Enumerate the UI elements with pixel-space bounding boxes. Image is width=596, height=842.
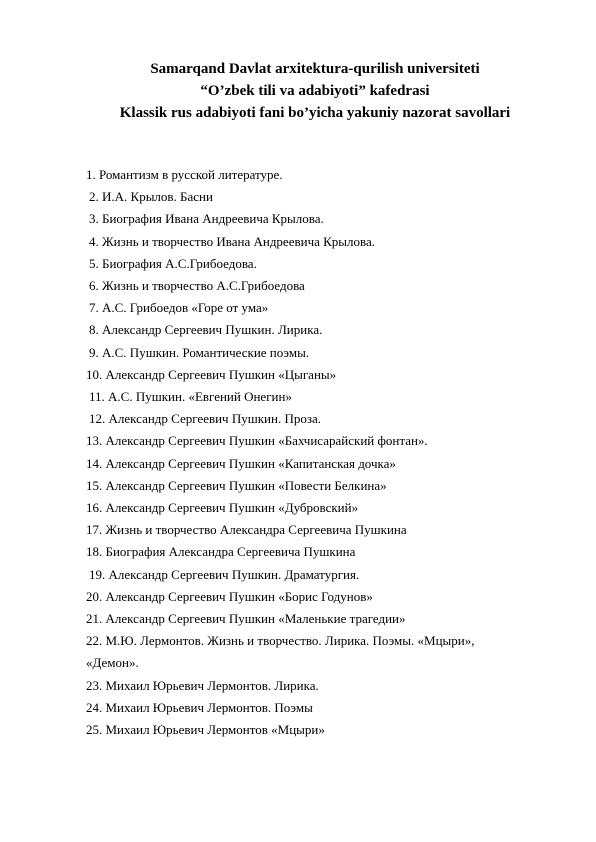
question-list — [86, 164, 536, 741]
question-item: 18. Биография Александра Сергеевича Пушкина — [86, 544, 356, 560]
question-item: 22. М.Ю. Лермонтов. Жизнь и творчество. Лирика. Поэмы. «Мцыри», «Демон». — [86, 633, 475, 671]
question-item: 15. Александр Сергеевич Пушкин «Повести Белкина» — [86, 477, 387, 493]
question-item: 3. Биография Ивана Андреевича Крылова. — [89, 211, 324, 227]
question-item: 25. Михаил Юрьевич Лермонтов «Мцыри» — [86, 722, 325, 738]
question-item: 20. Александр Сергеевич Пушкин «Борис Годунов» — [86, 588, 373, 604]
question-item: 5. Биография А.С.Грибоедова. — [89, 255, 257, 271]
question-item: 7. А.С. Грибоедов «Горе от ума» — [89, 300, 269, 316]
question-item: 14. Александр Сергеевич Пушкин «Капитанская дочка» — [86, 455, 396, 471]
question-item: 8. Александр Сергеевич Пушкин. Лирика. — [89, 322, 323, 338]
question-item: 9. А.С. Пушкин. Романтические поэмы. — [89, 344, 310, 360]
question-item: 23. Михаил Юрьевич Лермонтов. Лирика. — [86, 677, 319, 693]
question-item: 13. Александр Сергеевич Пушкин «Бахчисарайский фонтан». — [86, 433, 428, 449]
question-item: 4. Жизнь и творчество Ивана Андреевича Крылова. — [89, 233, 376, 249]
subject-title: Klassik rus adabiyoti fani bo’yicha yakuniy nazorat savollari — [119, 105, 511, 121]
question-item: 11. А.С. Пушкин. «Евгений Онегин» — [89, 389, 292, 405]
document-header — [0, 58, 596, 124]
question-item: 1. Романтизм в русской литературе. — [86, 167, 283, 182]
university-title: Samarqand Davlat arxitektura-qurilish universiteti — [150, 61, 480, 77]
question-item: 12. Александр Сергеевич Пушкин. Проза. — [89, 411, 322, 427]
department-title: “O’zbek tili va adabiyoti” kafedrasi — [200, 83, 430, 99]
question-item: 6. Жизнь и творчество А.С.Грибоедова — [89, 278, 305, 294]
question-item: 10. Александр Сергеевич Пушкин «Цыганы» — [86, 366, 337, 382]
question-item: 19. Александр Сергеевич Пушкин. Драматургия. — [89, 566, 360, 582]
question-item: 17. Жизнь и творчество Александра Сергеевича Пушкина — [86, 522, 407, 538]
question-item: 2. И.А. Крылов. Басни — [89, 189, 213, 205]
question-item: 16. Александр Сергеевич Пушкин «Дубровский» — [86, 500, 359, 516]
question-item: 21. Александр Сергеевич Пушкин «Маленькие трагедии» — [86, 611, 406, 627]
question-item: 24. Михаил Юрьевич Лермонтов. Поэмы — [86, 699, 313, 715]
